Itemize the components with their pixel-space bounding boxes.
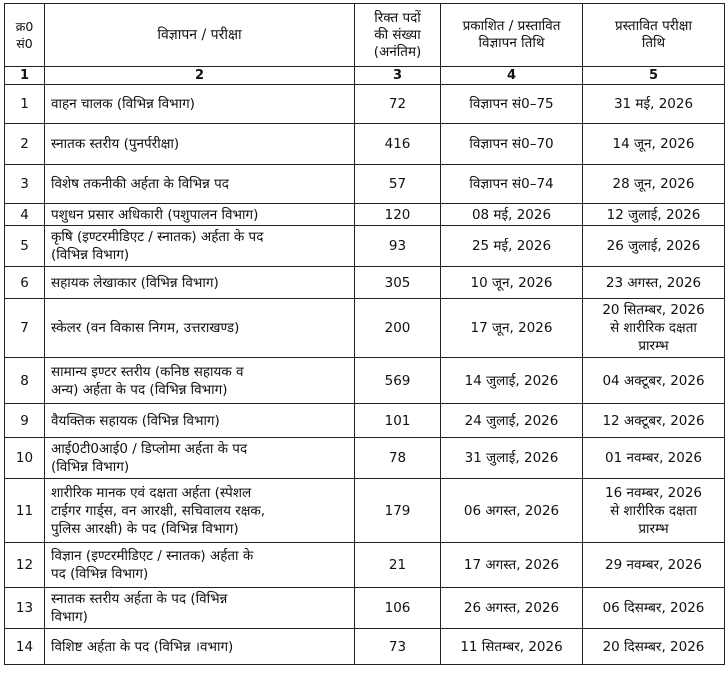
vacancy-count-cell: 120	[355, 204, 441, 226]
exam-name-cell: आई0टी0आई0 / डिप्लोमा अर्हता के पद (विभिन्न विभाग)	[45, 438, 355, 479]
exam-date-cell: 31 मई, 2026	[583, 85, 725, 124]
exam-name-cell: पशुधन प्रसार अधिकारी (पशुपालन विभाग)	[45, 204, 355, 226]
header-exam-date: प्रस्तावित परीक्षा तिथि	[583, 4, 725, 67]
table-row	[5, 438, 725, 479]
serial-number-cell: 11	[5, 479, 45, 543]
serial-number-cell: 7	[5, 299, 45, 358]
exam-name-cell: स्नातक स्तरीय अर्हता के पद (विभिन्न विभाग)	[45, 588, 355, 629]
advertisement-date-cell: 10 जून, 2026	[441, 267, 583, 299]
advertisement-date-cell: 25 मई, 2026	[441, 226, 583, 267]
exam-name-cell: सहायक लेखाकार (विभिन्न विभाग)	[45, 267, 355, 299]
exam-date-cell: 26 जुलाई, 2026	[583, 226, 725, 267]
vacancy-count-cell: 73	[355, 629, 441, 665]
table-row	[5, 226, 725, 267]
header-row	[5, 4, 725, 67]
serial-number-cell: 10	[5, 438, 45, 479]
serial-number-cell: 12	[5, 543, 45, 588]
table-row	[5, 543, 725, 588]
column-number: 5	[583, 67, 725, 85]
vacancy-count-cell: 101	[355, 404, 441, 438]
exam-name-cell: विशिष्ट अर्हता के पद (विभिन्न ।वभाग)	[45, 629, 355, 665]
exam-date-cell: 28 जून, 2026	[583, 165, 725, 204]
table-row	[5, 479, 725, 543]
table-row	[5, 204, 725, 226]
exam-date-cell: 12 अक्टूबर, 2026	[583, 404, 725, 438]
vacancy-count-cell: 72	[355, 85, 441, 124]
table-row	[5, 404, 725, 438]
column-number: 3	[355, 67, 441, 85]
serial-number-cell: 9	[5, 404, 45, 438]
vacancy-count-cell: 416	[355, 124, 441, 165]
vacancy-count-cell: 179	[355, 479, 441, 543]
table-row	[5, 165, 725, 204]
table-row	[5, 358, 725, 404]
advertisement-date-cell: 06 अगस्त, 2026	[441, 479, 583, 543]
advertisement-date-cell: 24 जुलाई, 2026	[441, 404, 583, 438]
vacancy-count-cell: 78	[355, 438, 441, 479]
exam-name-cell: स्नातक स्तरीय (पुनर्परीक्षा)	[45, 124, 355, 165]
exam-date-cell: 14 जून, 2026	[583, 124, 725, 165]
exam-date-cell: 29 नवम्बर, 2026	[583, 543, 725, 588]
exam-name-cell: वाहन चालक (विभिन्न विभाग)	[45, 85, 355, 124]
advertisement-date-cell: 31 जुलाई, 2026	[441, 438, 583, 479]
exam-date-cell: 06 दिसम्बर, 2026	[583, 588, 725, 629]
serial-number-cell: 13	[5, 588, 45, 629]
column-number: 4	[441, 67, 583, 85]
serial-number-cell: 5	[5, 226, 45, 267]
table-row	[5, 85, 725, 124]
exam-date-cell: 20 सितम्बर, 2026 से शारीरिक दक्षता प्रारम्भ	[583, 299, 725, 358]
advertisement-date-cell: 14 जुलाई, 2026	[441, 358, 583, 404]
exam-name-cell: विज्ञान (इण्टरमीडिएट / स्नातक) अर्हता के पद (विभिन्न विभाग)	[45, 543, 355, 588]
advertisement-date-cell: 17 जून, 2026	[441, 299, 583, 358]
exam-date-cell: 01 नवम्बर, 2026	[583, 438, 725, 479]
exam-name-cell: विशेष तकनीकी अर्हता के विभिन्न पद	[45, 165, 355, 204]
vacancy-count-cell: 200	[355, 299, 441, 358]
table-header	[5, 4, 725, 67]
serial-number-cell: 6	[5, 267, 45, 299]
exam-schedule-table	[4, 3, 725, 665]
exam-date-cell: 20 दिसम्बर, 2026	[583, 629, 725, 665]
column-number: 2	[45, 67, 355, 85]
table-row	[5, 629, 725, 665]
column-number: 1	[5, 67, 45, 85]
serial-number-cell: 14	[5, 629, 45, 665]
vacancy-count-cell: 569	[355, 358, 441, 404]
exam-date-cell: 12 जुलाई, 2026	[583, 204, 725, 226]
serial-number-cell: 1	[5, 85, 45, 124]
serial-number-cell: 4	[5, 204, 45, 226]
exam-name-cell: वैयक्तिक सहायक (विभिन्न विभाग)	[45, 404, 355, 438]
table-body	[5, 67, 725, 665]
advertisement-date-cell: 11 सितम्बर, 2026	[441, 629, 583, 665]
header-serial-no: क्र0 सं0	[5, 4, 45, 67]
header-vacancy-count: रिक्त पदों की संख्या (अनंतिम)	[355, 4, 441, 67]
advertisement-date-cell: विज्ञापन सं0–70	[441, 124, 583, 165]
header-advertisement-date: प्रकाशित / प्रस्तावित विज्ञापन तिथि	[441, 4, 583, 67]
vacancy-count-cell: 106	[355, 588, 441, 629]
exam-date-cell: 23 अगस्त, 2026	[583, 267, 725, 299]
table-row	[5, 124, 725, 165]
exam-date-cell: 16 नवम्बर, 2026 से शारीरिक दक्षता प्रारम्भ	[583, 479, 725, 543]
serial-number-cell: 3	[5, 165, 45, 204]
vacancy-count-cell: 93	[355, 226, 441, 267]
vacancy-count-cell: 57	[355, 165, 441, 204]
exam-name-cell: शारीरिक मानक एवं दक्षता अर्हता (स्पेशल टाईगर गार्ड्स, वन आरक्षी, सचिवालय रक्षक, पुलिस आरक्षी) के पद (विभिन्न विभाग)	[45, 479, 355, 543]
table-row	[5, 267, 725, 299]
vacancy-count-cell: 305	[355, 267, 441, 299]
serial-number-cell: 2	[5, 124, 45, 165]
exam-date-cell: 04 अक्टूबर, 2026	[583, 358, 725, 404]
table-row	[5, 299, 725, 358]
column-number-row	[5, 67, 725, 85]
serial-number-cell: 8	[5, 358, 45, 404]
exam-schedule-sheet	[4, 3, 724, 665]
advertisement-date-cell: 26 अगस्त, 2026	[441, 588, 583, 629]
advertisement-date-cell: 17 अगस्त, 2026	[441, 543, 583, 588]
advertisement-date-cell: 08 मई, 2026	[441, 204, 583, 226]
vacancy-count-cell: 21	[355, 543, 441, 588]
exam-name-cell: स्केलर (वन विकास निगम, उत्तराखण्ड)	[45, 299, 355, 358]
advertisement-date-cell: विज्ञापन सं0–74	[441, 165, 583, 204]
header-advertisement-exam: विज्ञापन / परीक्षा	[45, 4, 355, 67]
advertisement-date-cell: विज्ञापन सं0–75	[441, 85, 583, 124]
exam-name-cell: कृषि (इण्टरमीडिएट / स्नातक) अर्हता के पद (विभिन्न विभाग)	[45, 226, 355, 267]
exam-name-cell: सामान्य इण्टर स्तरीय (कनिष्ठ सहायक व अन्य) अर्हता के पद (विभिन्न विभाग)	[45, 358, 355, 404]
table-row	[5, 588, 725, 629]
